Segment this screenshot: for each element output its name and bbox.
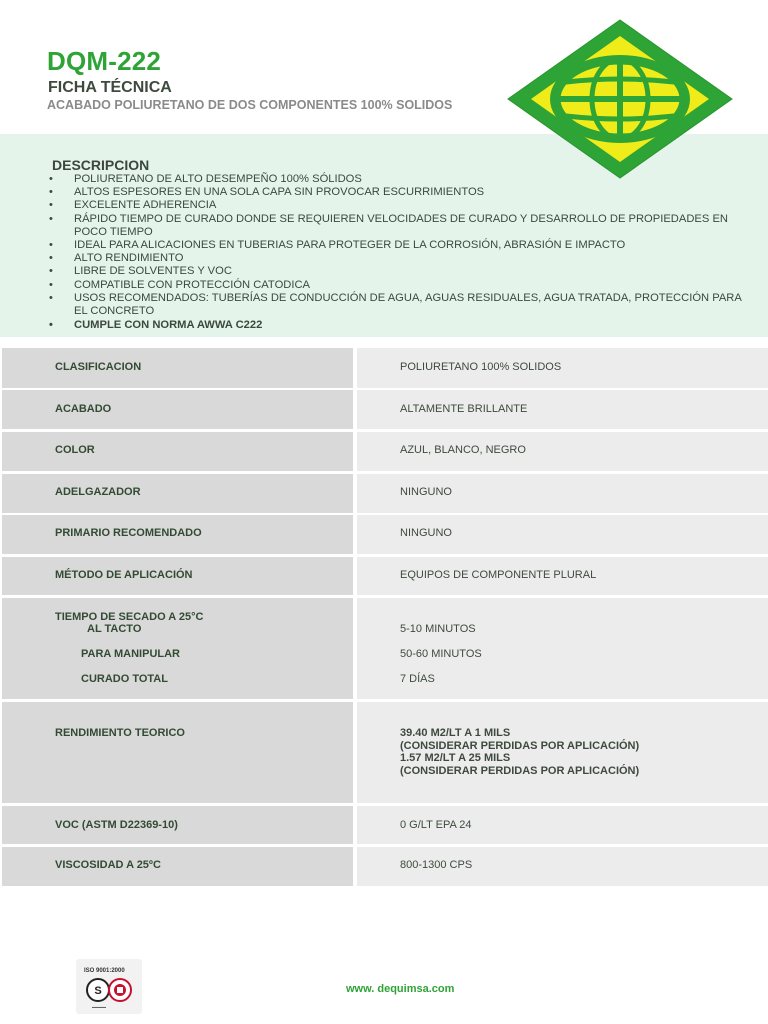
spec-value: ALTAMENTE BRILLANTE (400, 403, 528, 415)
spec-value: AZUL, BLANCO, NEGRO (400, 444, 526, 456)
spec-sublabel: CURADO TOTAL (81, 673, 168, 685)
spec-row-secado (0, 598, 768, 699)
svg-text:S: S (94, 985, 102, 997)
spec-row-color (0, 432, 768, 471)
spec-row-rendimiento (0, 702, 768, 803)
description-list (49, 173, 754, 332)
website-link[interactable]: www. dequimsa.com (346, 983, 455, 995)
spec-value: 1.57 M2/LT A 25 MILS (400, 752, 511, 764)
spec-value: (CONSIDERAR PERDIDAS POR APLICACIÓN) (400, 765, 640, 777)
spec-value: 0 G/LT EPA 24 (400, 819, 472, 831)
spec-row-viscosidad (0, 847, 768, 886)
spec-value: EQUIPOS DE COMPONENTE PLURAL (400, 569, 597, 581)
spec-value: 7 DÍAS (400, 673, 435, 685)
list-item: • COMPATIBLE CON PROTECCIÓN CATODICA (49, 279, 754, 292)
spec-label: TIEMPO DE SECADO A 25°C (55, 611, 204, 623)
list-item: • IDEAL PARA ALICACIONES EN TUBERIAS PARA PROTEGER DE LA CORROSIÓN, ABRASIÓN E IMPACTO (49, 239, 754, 252)
iso-registration-mark: ▬▬▬▬ (92, 1005, 106, 1009)
iso-certification-badge (76, 959, 142, 1014)
spec-label: VISCOSIDAD A 25ºC (55, 859, 161, 871)
spec-label: ACABADO (55, 403, 112, 415)
list-item: • ALTOS ESPESORES EN UNA SOLA CAPA SIN PROVOCAR ESCURRIMIENTOS (49, 186, 754, 199)
spec-label: ADELGAZADOR (55, 486, 141, 498)
list-item: • USOS RECOMENDADOS: TUBERÍAS DE CONDUCCIÓN DE AGUA, AGUAS RESIDUALES, AGUA TRATADA, PROTECCIÓN PARA EL CONCRETO (49, 292, 754, 318)
spec-row-adelgazador (0, 474, 768, 513)
spec-label: PRIMARIO RECOMENDADO (55, 527, 202, 539)
spec-value: POLIURETANO 100% SOLIDOS (400, 361, 562, 373)
spec-value: 50-60 MINUTOS (400, 648, 482, 660)
spec-row-voc (0, 806, 768, 844)
spec-value: 5-10 MINUTOS (400, 623, 476, 635)
spec-sublabel: AL TACTO (87, 623, 142, 635)
globe-diamond-logo-icon (506, 18, 734, 180)
spec-row-metodo (0, 557, 768, 595)
spec-value: NINGUNO (400, 527, 452, 539)
spec-value: 39.40 M2/LT A 1 MILS (400, 727, 511, 739)
spec-label: RENDIMIENTO TEORICO (55, 727, 185, 739)
norm-highlight: • CUMPLE CON NORMA AWWA C222 (49, 319, 754, 332)
list-item: • RÁPIDO TIEMPO DE CURADO DONDE SE REQUIEREN VELOCIDADES DE CURADO Y DESARROLLO DE PROPIEDADES EN POCO TIEMPO (49, 213, 754, 239)
spec-value: (CONSIDERAR PERDIDAS POR APLICACIÓN) (400, 740, 640, 752)
spec-label: MÉTODO DE APLICACIÓN (55, 569, 193, 581)
spec-sublabel: PARA MANIPULAR (81, 648, 180, 660)
spec-label: COLOR (55, 444, 95, 456)
spec-value: 800-1300 CPS (400, 859, 473, 871)
list-item: • ALTO RENDIMIENTO (49, 252, 754, 265)
spec-label: CLASIFICACION (55, 361, 142, 373)
list-item: • POLIURETANO DE ALTO DESEMPEÑO 100% SÓLIDOS (49, 173, 754, 186)
spec-row-primario (0, 515, 768, 554)
iso-badge-label: ISO 9001:2000 (84, 968, 125, 974)
spec-value: NINGUNO (400, 486, 452, 498)
list-item: • LIBRE DE SOLVENTES Y VOC (49, 265, 754, 278)
list-item: • EXCELENTE ADHERENCIA (49, 199, 754, 212)
product-subtitle: ACABADO POLIURETANO DE DOS COMPONENTES 100% SOLIDOS (47, 98, 453, 112)
spec-row-clasificacion (0, 348, 768, 388)
spec-label-cell (2, 702, 353, 803)
product-code: DQM-222 (47, 46, 162, 76)
certification-seal-icon (84, 977, 134, 1008)
description-title: DESCRIPCION (52, 157, 150, 173)
spec-label: VOC (ASTM D22369-10) (55, 819, 178, 831)
spec-row-acabado (0, 390, 768, 429)
document-type: FICHA TÉCNICA (48, 79, 172, 96)
